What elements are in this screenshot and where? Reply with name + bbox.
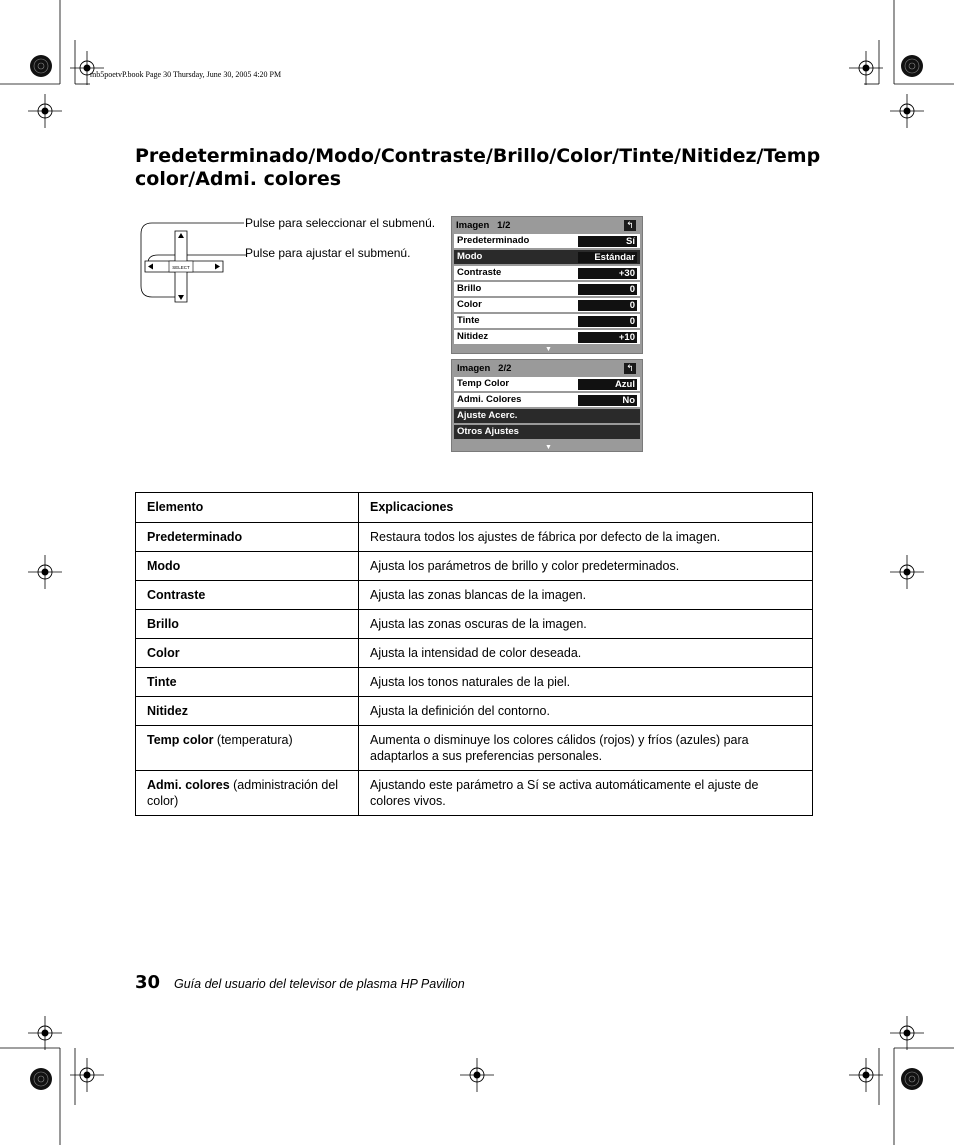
- osd-row-admi-colores[interactable]: [454, 393, 640, 407]
- scroll-down-icon[interactable]: ▼: [545, 346, 552, 353]
- table-row: [136, 610, 813, 639]
- description-cell: Ajusta las zonas blancas de la imagen.: [359, 581, 813, 610]
- element-note: (temperatura): [213, 733, 293, 747]
- osd-row-value: +10: [578, 332, 637, 343]
- element-cell: [136, 639, 359, 668]
- osd-menu-imagen-2: [451, 359, 643, 452]
- osd-row-label: Brillo: [457, 283, 482, 294]
- description-cell: Ajusta la intensidad de color deseada.: [359, 639, 813, 668]
- osd-row-label: Temp Color: [457, 378, 510, 389]
- osd-menu-imagen-1: [451, 216, 643, 354]
- table-row: [136, 726, 813, 771]
- osd-row-value: Sí: [578, 236, 637, 247]
- element-name: Modo: [147, 559, 181, 573]
- remote-dpad-illustration: [138, 218, 248, 308]
- table-row: [136, 697, 813, 726]
- osd-row-label: Modo: [457, 251, 483, 262]
- osd-row-label: Tinte: [457, 315, 480, 326]
- description-cell: Ajusta los parámetros de brillo y color predeterminados.: [359, 552, 813, 581]
- element-name: Predeterminado: [147, 530, 243, 544]
- osd-row-value: No: [578, 395, 637, 406]
- osd-row-temp-color[interactable]: [454, 377, 640, 391]
- description-cell: Aumenta o disminuye los colores cálidos (rojos) y fríos (azules) para adaptarlos a sus preferencias personales.: [359, 726, 813, 771]
- element-name: Temp color: [147, 733, 214, 747]
- description-cell: Ajustando este parámetro a Sí se activa automáticamente el ajuste de colores vivos.: [359, 771, 813, 816]
- scroll-down-icon[interactable]: ▼: [545, 444, 552, 451]
- description-cell: Restaura todos los ajustes de fábrica por defecto de la imagen.: [359, 523, 813, 552]
- osd-row-nitidez[interactable]: [454, 330, 640, 344]
- osd-menu-title: Imagen 1/2: [456, 220, 511, 231]
- element-name: Tinte: [147, 675, 177, 689]
- table-header-row: [136, 493, 813, 523]
- page-title: Predeterminado/Modo/Contraste/Brillo/Color/Tinte/Nitidez/Temp color/Admi. colores: [135, 145, 821, 190]
- osd-row-label: Predeterminado: [457, 235, 530, 246]
- element-name: Contraste: [147, 588, 206, 602]
- return-icon[interactable]: ↰: [624, 363, 636, 374]
- table-row: [136, 771, 813, 816]
- element-cell: [136, 668, 359, 697]
- element-cell: [136, 552, 359, 581]
- description-cell: Ajusta los tonos naturales de la piel.: [359, 668, 813, 697]
- return-icon[interactable]: ↰: [624, 220, 636, 231]
- table-row: [136, 552, 813, 581]
- element-cell: [136, 726, 359, 771]
- description-cell: Ajusta la definición del contorno.: [359, 697, 813, 726]
- osd-row-tinte[interactable]: [454, 314, 640, 328]
- osd-row-color[interactable]: [454, 298, 640, 312]
- osd-row-value: +30: [578, 268, 637, 279]
- osd-row-otros-ajustes[interactable]: [454, 425, 640, 439]
- osd-menu-title: Imagen 2/2: [457, 363, 512, 374]
- description-cell: Ajusta las zonas oscuras de la imagen.: [359, 610, 813, 639]
- select-button-label: SELECT: [172, 265, 190, 270]
- guide-title: Guía del usuario del televisor de plasma HP Pavilion: [174, 977, 465, 991]
- column-header-explicaciones: Explicaciones: [359, 493, 813, 523]
- osd-row-label: Ajuste Acerc.: [457, 410, 518, 421]
- hint-select: Pulse para seleccionar el submenú.: [245, 216, 436, 230]
- osd-row-modo[interactable]: [454, 250, 640, 264]
- element-cell: [136, 771, 359, 816]
- explanations-table: [135, 492, 813, 816]
- osd-row-label: Admi. Colores: [457, 394, 522, 405]
- element-name: Brillo: [147, 617, 179, 631]
- osd-row-value: 0: [578, 316, 637, 327]
- element-note: (administración del color): [147, 778, 339, 808]
- page-number: 30: [135, 972, 161, 993]
- file-stamp: mb5poetvP.book Page 30 Thursday, June 30, 2005 4:20 PM: [90, 70, 282, 79]
- osd-row-value: Estándar: [578, 252, 637, 263]
- column-header-elemento: Elemento: [136, 493, 359, 523]
- element-name: Nitidez: [147, 704, 188, 718]
- hint-adjust: Pulse para ajustar el submenú.: [245, 246, 411, 260]
- osd-row-brillo[interactable]: [454, 282, 640, 296]
- osd-row-label: Nitidez: [457, 331, 489, 342]
- osd-row-ajuste-acerc[interactable]: [454, 409, 640, 423]
- table-row: [136, 523, 813, 552]
- osd-row-value: 0: [578, 284, 637, 295]
- osd-row-value: Azul: [578, 379, 637, 390]
- table-row: [136, 639, 813, 668]
- osd-row-predeterminado[interactable]: [454, 234, 640, 248]
- osd-row-label: Contraste: [457, 267, 502, 278]
- element-cell: [136, 697, 359, 726]
- table-row: [136, 581, 813, 610]
- element-cell: [136, 610, 359, 639]
- osd-row-value: 0: [578, 300, 637, 311]
- osd-row-label: Otros Ajustes: [457, 426, 519, 437]
- element-cell: [136, 581, 359, 610]
- table-row: [136, 668, 813, 697]
- osd-row-contraste[interactable]: [454, 266, 640, 280]
- element-name: Admi. colores: [147, 778, 230, 792]
- osd-row-label: Color: [457, 299, 482, 310]
- element-cell: [136, 523, 359, 552]
- element-name: Color: [147, 646, 180, 660]
